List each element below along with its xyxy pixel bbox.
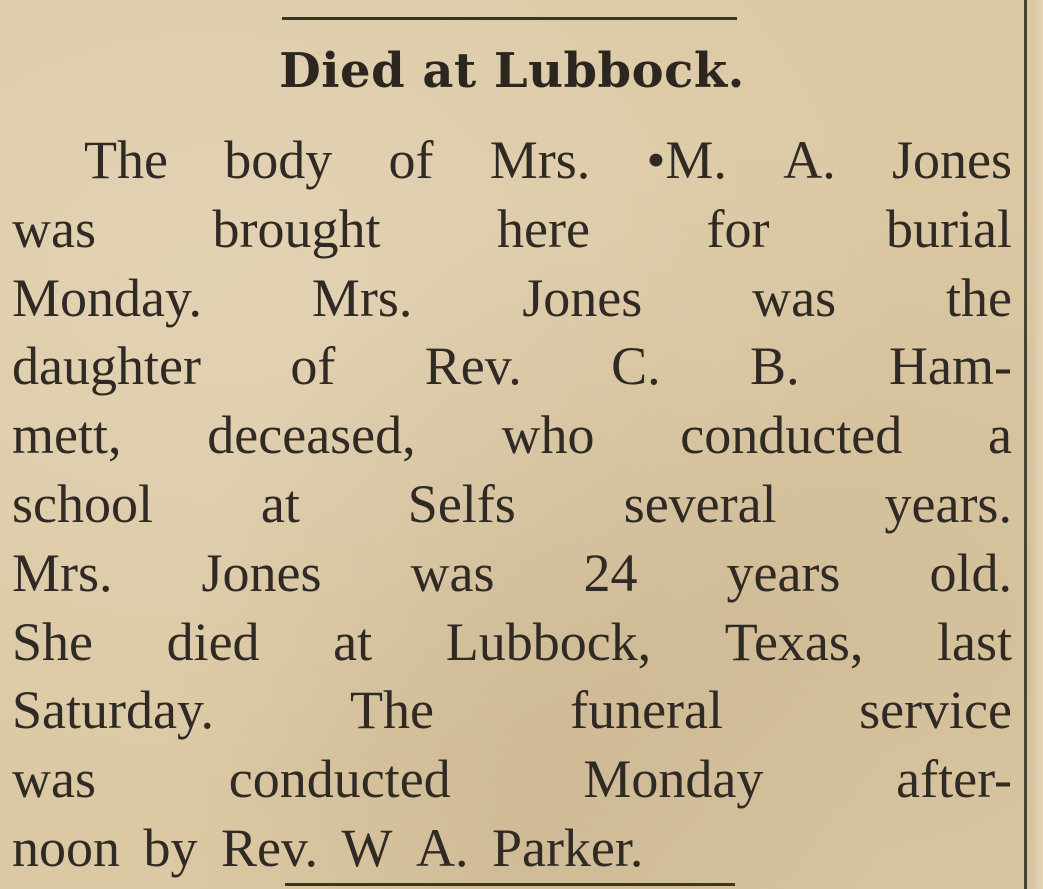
- word: •M.: [646, 130, 727, 190]
- column-divider: [1024, 0, 1027, 889]
- word: Jones: [201, 542, 322, 603]
- word: Selfs: [407, 473, 516, 534]
- word: school: [12, 473, 153, 534]
- word: years.: [884, 473, 1012, 534]
- article-line-6: [12, 470, 1012, 539]
- article-line-8: [12, 608, 1012, 677]
- word: Rev.: [424, 336, 522, 397]
- word: conducted: [228, 749, 451, 810]
- word: Saturday.: [12, 680, 214, 741]
- adjacent-column-edge: [1033, 0, 1043, 889]
- word: service: [859, 680, 1012, 741]
- word: Parker.: [491, 817, 644, 878]
- word: conducted: [680, 405, 903, 466]
- word: of: [290, 336, 336, 397]
- word: The: [350, 680, 434, 741]
- word: deceased,: [207, 405, 416, 466]
- article-line-2: [12, 195, 1012, 264]
- word: 24: [583, 542, 638, 603]
- word: was: [410, 542, 495, 603]
- word: several: [623, 473, 777, 534]
- word: died: [166, 611, 260, 672]
- word: a: [988, 405, 1012, 466]
- article-line-3: [12, 264, 1012, 333]
- word: Mrs.: [489, 130, 591, 190]
- word: noon: [12, 817, 120, 878]
- article-headline: Died at Lubbock.: [279, 43, 745, 99]
- word: Monday.: [12, 267, 202, 328]
- article-line-11: [12, 814, 1012, 883]
- word: mett,: [12, 405, 122, 466]
- article-line-4: [12, 332, 1012, 401]
- word: at: [333, 611, 373, 672]
- word: Jones: [891, 130, 1012, 190]
- word: C.: [611, 336, 661, 397]
- word: Mrs.: [12, 542, 113, 603]
- word: burial: [886, 198, 1012, 259]
- word: last: [936, 611, 1012, 672]
- word: daughter: [12, 336, 201, 397]
- word: old.: [929, 542, 1012, 603]
- word: of: [388, 130, 434, 190]
- word: was: [752, 267, 837, 328]
- article-body: [12, 126, 1012, 883]
- word: at: [260, 473, 300, 534]
- word: B.: [750, 336, 800, 397]
- word: brought: [212, 198, 381, 259]
- article-line-7: [12, 539, 1012, 608]
- word: was: [12, 198, 96, 259]
- bottom-rule: [285, 883, 735, 886]
- word: the: [945, 267, 1012, 328]
- word: Jones: [522, 267, 643, 328]
- word: after-: [896, 749, 1012, 810]
- article-line-9: [12, 676, 1012, 745]
- word: The: [84, 130, 168, 190]
- word: funeral: [570, 680, 723, 741]
- article-line-10: [12, 745, 1012, 814]
- word: W: [341, 817, 393, 878]
- article-line-5: [12, 401, 1012, 470]
- word: Monday: [583, 749, 764, 810]
- word: years: [726, 542, 841, 603]
- word: by: [143, 817, 198, 878]
- word: who: [501, 405, 595, 466]
- word: Texas,: [724, 611, 864, 672]
- word: Lubbock,: [445, 611, 652, 672]
- word: She: [12, 611, 93, 672]
- word: for: [706, 198, 770, 259]
- word: Ham-: [888, 336, 1012, 397]
- word: here: [497, 198, 590, 259]
- word: body: [224, 130, 333, 190]
- word: Mrs.: [311, 267, 413, 328]
- article-line-1: [12, 126, 1012, 195]
- word: Rev.: [221, 817, 318, 878]
- top-rule: [282, 17, 737, 20]
- word: A.: [415, 817, 469, 878]
- word: was: [12, 749, 96, 810]
- word: A.: [783, 130, 836, 190]
